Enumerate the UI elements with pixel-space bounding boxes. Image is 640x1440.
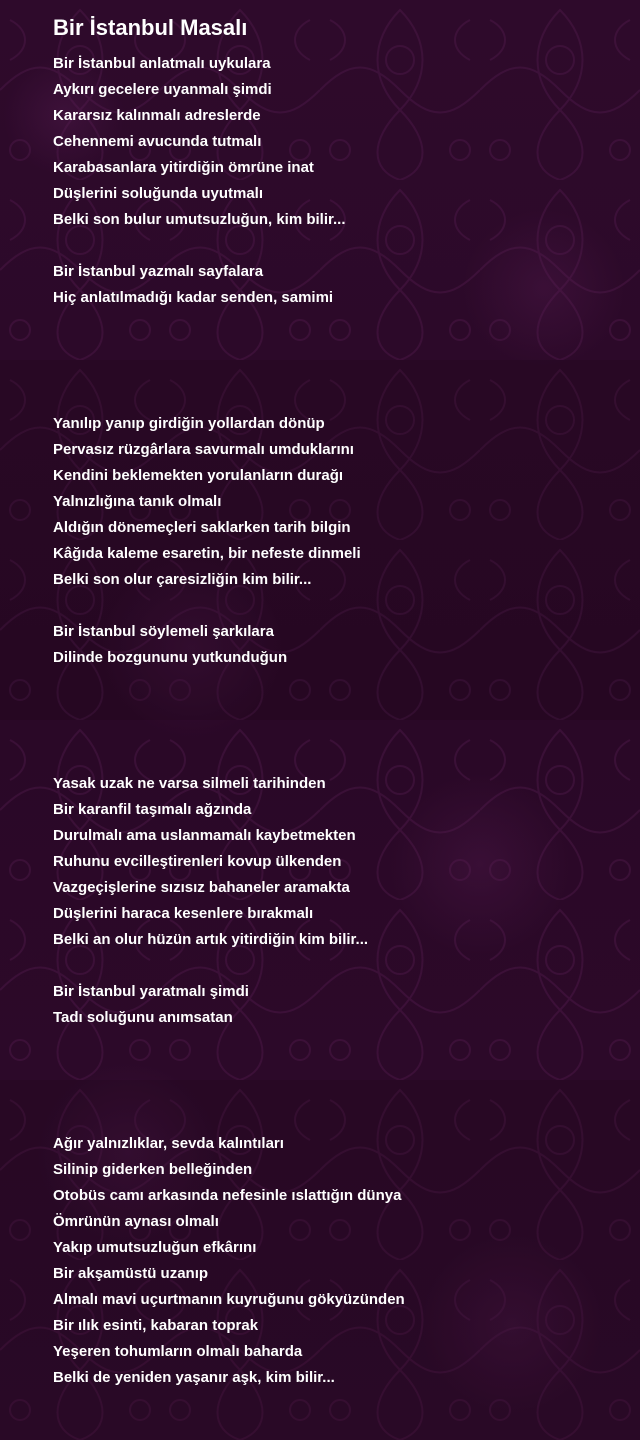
poem-stanza <box>53 1131 623 1391</box>
poem-line: Kendini beklemekten yorulanların durağı <box>53 467 344 484</box>
poem-line: Durulmalı ama uslanmamalı kaybetmekten <box>53 827 356 844</box>
poem-line: Yalnızlığına tanık olmalı <box>53 493 222 510</box>
poem-line: Silinip giderken belleğinden <box>53 1161 253 1178</box>
poem-line: Belki son olur çaresizliğin kim bilir... <box>53 571 312 588</box>
poem-line: Hiç anlatılmadığı kadar senden, samimi <box>53 289 334 306</box>
poem-line: Pervasız rüzgârlara savurmalı umduklarını <box>53 441 354 458</box>
poem-line: Belki an olur hüzün artık yitirdiğin kim bilir... <box>53 931 369 948</box>
poem-line: Bir İstanbul anlatmalı uykulara <box>53 55 271 72</box>
poem-line: Kararsız kalınmalı adreslerde <box>53 107 261 124</box>
poem-line: Bir karanfil taşımalı ağzında <box>53 801 252 818</box>
poem-title: Bir İstanbul Masalı <box>53 15 248 40</box>
poem-line: Aldığın dönemeçleri saklarken tarih bilgin <box>53 519 351 536</box>
poem-line: Karabasanlara yitirdiğin ömrüne inat <box>53 159 314 176</box>
poem-line: Düşlerini soluğunda uyutmalı <box>53 185 264 202</box>
poem-line: Belki de yeniden yaşanır aşk, kim bilir... <box>53 1369 335 1386</box>
poem-stanza <box>53 979 623 1031</box>
poem-line: Ömrünün aynası olmalı <box>53 1213 219 1230</box>
poem-line: Bir ılık esinti, kabaran toprak <box>53 1317 259 1334</box>
poem-line: Cehennemi avucunda tutmalı <box>53 133 262 150</box>
poem-line: Bir İstanbul yazmalı sayfalara <box>53 263 264 280</box>
poem-line: Aykırı gecelere uyanmalı şimdi <box>53 81 272 98</box>
poem-line: Düşlerini haraca kesenlere bırakmalı <box>53 905 314 922</box>
poem-line: Kâğıda kaleme esaretin, bir nefeste dinmeli <box>53 545 361 562</box>
poem-stanza <box>53 411 623 593</box>
poem-line: Ağır yalnızlıklar, sevda kalıntıları <box>53 1135 284 1152</box>
poem-line: Yakıp umutsuzluğun efkârını <box>53 1239 257 1256</box>
poem-line: Dilinde bozgununu yutkunduğun <box>53 649 288 666</box>
poem-line: Bir akşamüstü uzanıp <box>53 1265 209 1282</box>
poem-stanza <box>53 771 623 953</box>
poem-line: Yasak uzak ne varsa silmeli tarihinden <box>53 775 326 792</box>
poem-line: Belki son bulur umutsuzluğun, kim bilir... <box>53 211 346 228</box>
poem-line: Bir İstanbul yaratmalı şimdi <box>53 983 249 1000</box>
poem-stanza <box>53 51 623 233</box>
poem-line: Almalı mavi uçurtmanın kuyruğunu gökyüzünden <box>53 1291 405 1308</box>
poem-line: Bir İstanbul söylemeli şarkılara <box>53 623 274 640</box>
poem-line: Tadı soluğunu anımsatan <box>53 1009 233 1026</box>
poem-line: Otobüs camı arkasında nefesinle ıslattığın dünya <box>53 1187 402 1204</box>
poem-line: Yanılıp yanıp girdiğin yollardan dönüp <box>53 415 325 432</box>
poem-line: Vazgeçişlerine sızısız bahaneler aramakta <box>53 879 350 896</box>
poem-stanza <box>53 619 623 671</box>
poem-line: Yeşeren tohumların olmalı baharda <box>53 1343 303 1360</box>
poem-line: Ruhunu evcilleştirenleri kovup ülkenden <box>53 853 342 870</box>
poem-stanza <box>53 259 623 311</box>
